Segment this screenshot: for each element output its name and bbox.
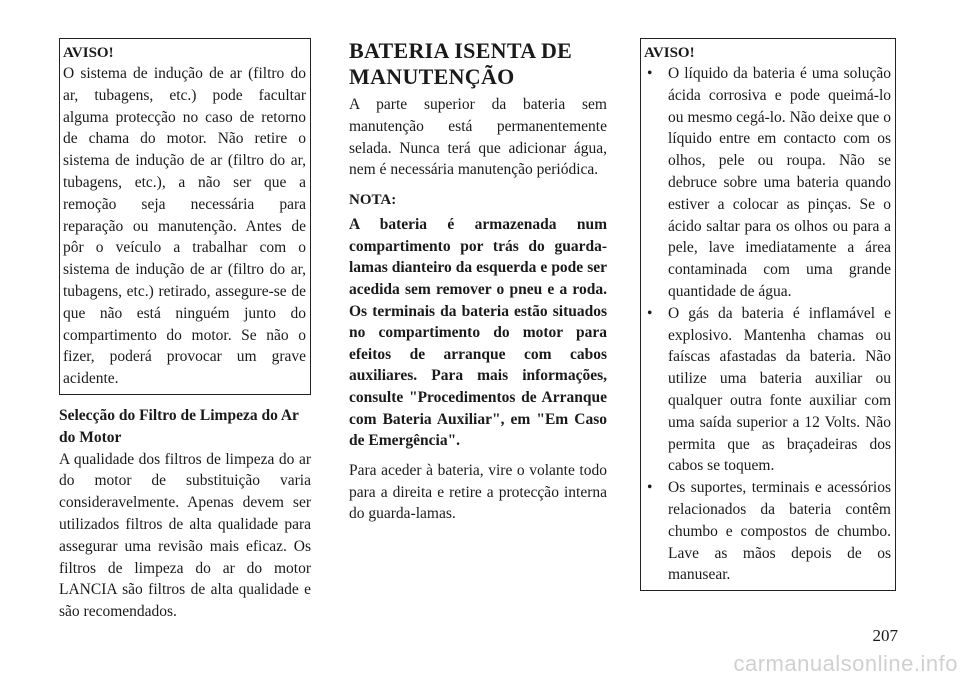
battery-paragraph: A parte superior da bateria sem manutenção está permanentemente selada. Nunca terá que adicionar água, nem é necessária manutenção periódica. <box>349 96 607 179</box>
right-column <box>640 38 896 591</box>
warning-box-air-induction <box>59 38 311 395</box>
note-text: A bateria é armazenada num compartimento por trás do guarda-lamas dianteiro da esquerda e pode ser acedida sem remover o pneu e a roda. Os terminais da bateria estão situados no compartimento do motor para efeitos de arranque com cabos auxiliares. Para mais informações, consulte "Procedimentos de Arranque com Bateria Auxiliar", em "Em Caso de Emergência". <box>349 216 607 450</box>
air-filter-paragraph: A qualidade dos filtros de limpeza do ar do motor de substituição varia consideravelmente. Apenas devem ser utilizados filtros de alta qualidade para assegurar uma revisão mais eficaz. Os filtros de limpeza do ar do motor LANCIA são filtros de alta qualidade e são recomendados. <box>59 450 311 621</box>
middle-column <box>349 38 607 525</box>
page-number: 207 <box>872 626 898 645</box>
warning-title: AVISO! <box>644 45 695 61</box>
warning-title: AVISO! <box>63 45 114 61</box>
section-subheading-air-filter: Selecção do Filtro de Limpeza do Ar do Motor <box>59 406 299 446</box>
warning-bullet-acid: • O líquido da bateria é uma solução ácida corrosiva e pode queimá-lo ou mesmo cegá-lo. Não deixe que o líquido entre em contacto com os olhos, pele ou roupa. Não se debruce sobre uma bateria quando estiver a colocar as pinças. Se o ácido saltar para os olhos ou para a pele, lave imediatamente a área contaminada com uma grande quantidade de água. <box>644 63 891 303</box>
note-label: NOTA: <box>349 192 397 209</box>
warning-bullet-list <box>644 63 891 586</box>
watermark: carmanualsonline.info <box>733 651 958 676</box>
section-heading-battery: BATERIA ISENTA DE MANUTENÇÃO <box>349 38 573 89</box>
battery-access-paragraph: Para aceder à bateria, vire o volante todo para a direita e retire a protecção interna do guarda-lamas. <box>349 461 607 523</box>
warning-bullet-gas: • O gás da bateria é inflamável e explosivo. Mantenha chamas ou faíscas afastadas da bateria. Não utilize uma bateria auxiliar ou qualquer outra fonte auxiliar com uma saída superior a 12 Volts. Não permita que as braçadeiras dos cabos se toquem. <box>644 303 891 477</box>
warning-box-battery <box>640 38 896 591</box>
warning-text: O sistema de indução de ar (filtro do ar, tubagens, etc.) pode facultar alguma protecção no caso de retorno de chama do motor. Não retire o sistema de indução de ar (filtro do ar, tubagens, etc.), a não ser que a remoção seja necessária para reparação ou manutenção. Antes de pôr o veículo a trabalhar com o sistema de indução de ar (filtro do ar, tubagens, etc.) retirado, assegure-se de que não está ninguém junto do compartimento do motor. Se não o fizer, poderá provocar um grave acidente. <box>63 65 306 388</box>
warning-bullet-lead: • Os suportes, terminais e acessórios relacionados da bateria contêm chumbo e compostos de chumbo. Lave as mãos depois de os manusear. <box>644 477 891 586</box>
left-column <box>59 38 311 623</box>
